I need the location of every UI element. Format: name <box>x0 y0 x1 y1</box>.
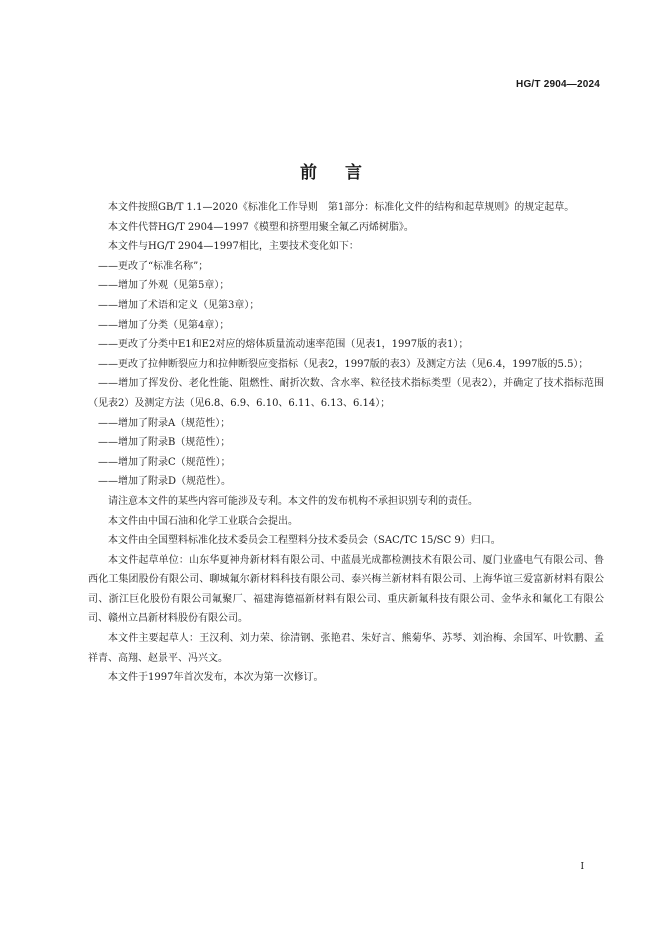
change-item: ——增加了附录B（规范性）； <box>98 437 231 449</box>
page-title: 前言 <box>300 163 390 183</box>
paragraph-centralized-by: 本文件由全国塑料标准化技术委员会工程塑料分技术委员会（SAC/TC 15/SC 9）归口。 <box>108 535 501 547</box>
change-item: ——增加了挥发份、老化性能、阻燃性、耐折次数、含水率、粒径技术指标类型（见表2），并确定了技术指标范围（见表2）及测定方法（见6.8、6.9、6.10、6.11、6.13、6.14）； <box>88 378 604 409</box>
paragraph-replaces: 本文件代替HG/T 2904—1997《模塑和挤塑用聚全氟乙丙烯树脂》。 <box>108 221 414 233</box>
paragraph-drafters: 本文件主要起草人：王汉利、刘力荣、徐清钢、张艳君、朱好言、熊菊华、苏琴、刘治梅、余国军、叶钦鹏、孟祥青、高翔、赵景平、冯兴文。 <box>88 633 604 664</box>
paragraph-changes-intro: 本文件与HG/T 2904—1997相比，主要技术变化如下： <box>108 241 359 253</box>
paragraph-history: 本文件于1997年首次发布，本次为第一次修订。 <box>108 672 324 684</box>
change-item: ——增加了附录A（规范性）； <box>98 417 231 429</box>
standard-code: HG/T 2904—2024 <box>516 79 600 90</box>
paragraph-proposed-by: 本文件由中国石油和化学工业联合会提出。 <box>108 515 298 527</box>
paragraph-patent-notice: 请注意本文件的某些内容可能涉及专利。本文件的发布机构不承担识别专利的责任。 <box>108 495 478 507</box>
change-item: ——增加了分类（见第4章）； <box>98 319 230 331</box>
change-item: ——增加了附录D（规范性）。 <box>98 476 232 488</box>
paragraph-drafting-rules: 本文件按照GB/T 1.1—2020《标准化工作导则 第1部分：标准化文件的结构和起草规则》的规定起草。 <box>108 202 575 213</box>
change-item: ——更改了分类中E1和E2对应的熔体质量流动速率范围（见表1，1997版的表1）； <box>98 339 469 351</box>
change-item: ——更改了“标准名称”； <box>98 260 209 272</box>
foreword-body <box>88 198 604 688</box>
change-item: ——增加了附录C（规范性）； <box>98 456 231 468</box>
change-item: ——更改了拉伸断裂应力和拉伸断裂应变指标（见表2，1997版的表3）及测定方法（见6.4，1997版的5.5）； <box>98 358 589 370</box>
page-number: I <box>580 862 584 872</box>
change-item: ——增加了术语和定义（见第3章）； <box>98 299 260 311</box>
paragraph-drafting-units: 本文件起草单位：山东华夏神舟新材料有限公司、中蓝晨光成都检测技术有限公司、厦门业盛电气有限公司、鲁西化工集团股份有限公司、聊城氟尔新材料科技有限公司、泰兴梅兰新材料有限公司、上海华谊三爱富新材料有限公司、浙江巨化股份有限公司氟聚厂、福建海德福新材料有限公司、重庆新氟科技有限公司、金华永和氟化工有限公司、赣州立昌新材料股份有限公司。 <box>88 554 604 625</box>
change-item: ——增加了外观（见第5章）； <box>98 280 230 292</box>
